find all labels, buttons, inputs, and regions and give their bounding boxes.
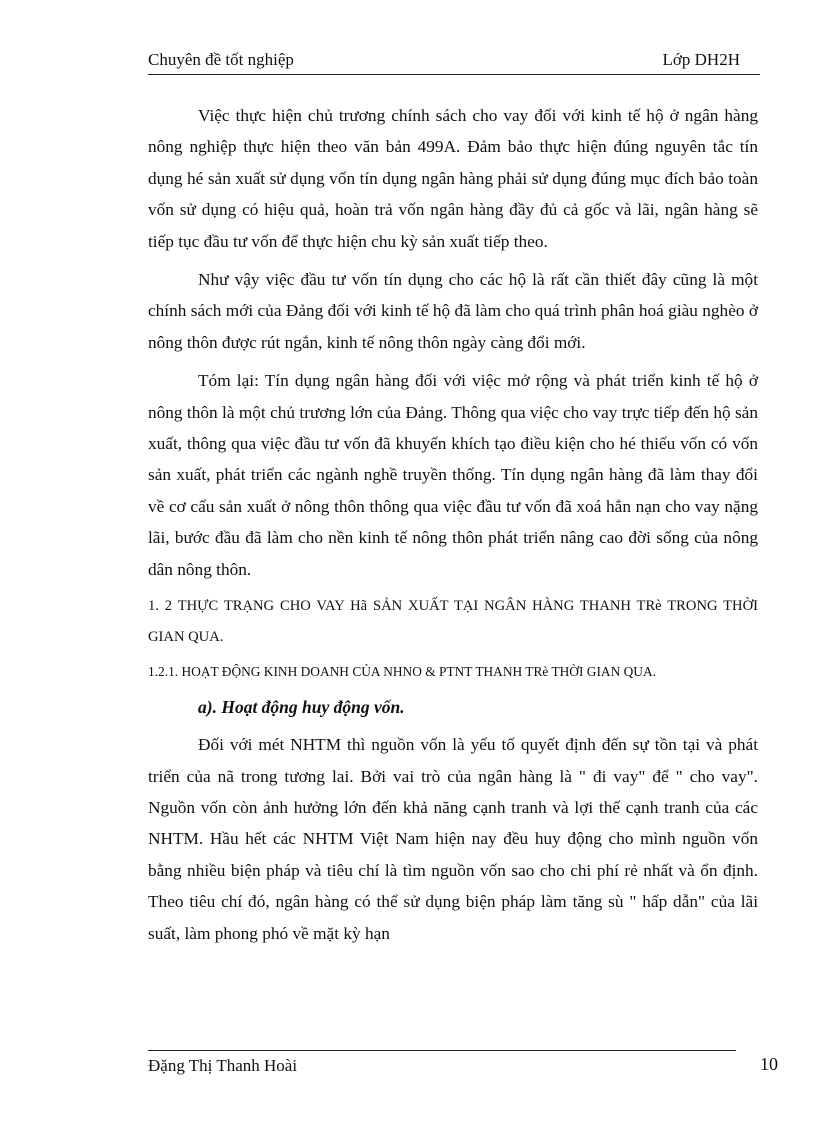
footer-divider [148, 1050, 736, 1051]
page-number: 10 [760, 1054, 778, 1074]
page-header [148, 48, 760, 75]
footer-author: Đặng Thị Thanh Hoài [148, 1056, 298, 1075]
paragraph-3: Tóm lại: Tín dụng ngân hàng đối với việc mở rộng và phát triển kinh tế hộ ở nông thôn là một chủ trương lớn của Đảng. Thông qua việc cho vay trực tiếp đến hộ sản xuất, thông qua việc đầu tư vốn đã khuyến khích tạo điều kiện cho hé thiếu vốn có vốn sản xuất, phát triển các ngành nghề truyền thống. Tín dụng ngân hàng đã làm thay đổi về cơ cấu sản xuất ở nông thôn thông qua việc đầu tư vốn đã xoá hẳn nạn cho vay nặng lãi, bước đầu đã làm cho nền kinh tế nông thôn phát triển nâng cao đời sống của nông dân nông thôn. [148, 371, 758, 579]
paragraph-2: Như vậy việc đầu tư vốn tín dụng cho các hộ là rất cần thiết đây cũng là một chính sách mới của Đảng đối với kinh tế hộ đã làm cho quá trình phân hoá giàu nghèo ở nông thôn được rút ngắn, kinh tế nông thôn ngày càng đổi mới. [148, 270, 758, 352]
section-heading: 1. 2 THỰC TRẠNG CHO VAY Hã SẢN XUẤT TẠI NGÂN HÀNG THANH TRè TRONG THỜI GIAN QUA. [148, 598, 758, 646]
subsection-heading: 1.2.1. HOẠT ĐỘNG KINH DOANH CỦA NHNO & PTNT THANH TRè THỜI GIAN QUA. [148, 664, 656, 680]
sub-subsection-heading: a). Hoạt động huy động vốn. [198, 697, 405, 718]
paragraph-1: Việc thực hiện chủ trương chính sách cho vay đối với kinh tế hộ ở ngân hàng nông nghiệp thực hiện theo văn bản 499A. Đảm bảo thực hiện đúng nguyên tắc tín dụng hé sản xuất sử dụng vốn tín dụng ngân hàng phải sử dụng đúng mục đích bảo toàn vốn sử dụng có hiệu quả, hoàn trả vốn ngân hàng đầy đủ cả gốc và lãi, ngân hàng sẽ tiếp tục đầu tư vốn để thực hiện chu kỳ sản xuất tiếp theo. [148, 106, 758, 251]
header-title: Chuyên đề tốt nghiệp [148, 50, 294, 69]
page-body [148, 100, 758, 956]
header-class: Lớp DH2H [662, 50, 740, 69]
paragraph-4: Đối với mét NHTM thì nguồn vốn là yếu tố quyết định đến sự tồn tại và phát triển của nã trong tương lai. Bởi vai trò của ngân hàng là " đi vay" để " cho vay". Nguồn vốn còn ảnh hưởng lớn đến khả năng cạnh tranh và lợi thế cạnh tranh của các NHTM. Hầu hết các NHTM Việt Nam hiện nay đều huy động cho mình nguồn vốn bằng nhiều biện pháp và tiêu chí là tìm nguồn vốn sao cho chi phí rẻ nhất và ổn định. Theo tiêu chí đó, ngân hàng có thể sử dụng biện pháp làm tăng sù " hấp dẫn" của lãi suất, làm phong phó về mặt kỳ hạn [148, 735, 758, 943]
